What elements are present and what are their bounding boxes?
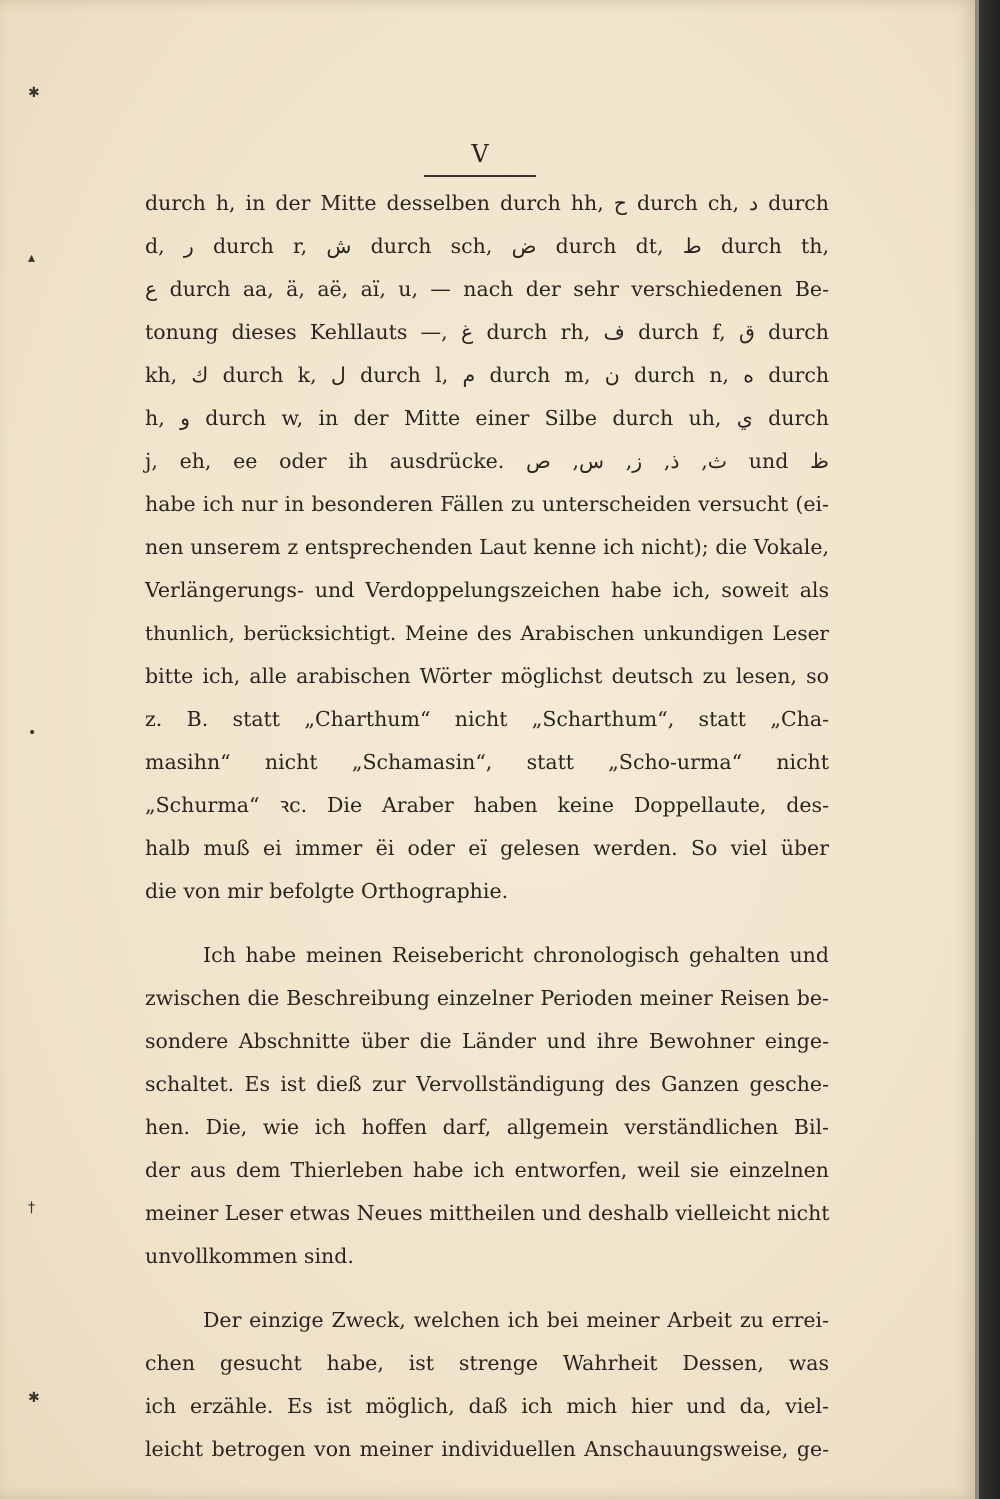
- header-rule: [424, 175, 536, 177]
- page-edge-strip: [975, 0, 979, 1499]
- text-line: zwischen die Beschreibung einzelner Perioden meiner Reisen be-: [145, 986, 829, 1010]
- text-line: bitte ich, alle arabischen Wörter möglichst deutsch zu lesen, so: [145, 664, 829, 688]
- text-line: „Schurma“ ꝛc. Die Araber haben keine Doppellaute, des-: [145, 793, 829, 817]
- text-line: habe ich nur in besonderen Fällen zu unterscheiden versucht (ei-: [145, 492, 829, 516]
- text-line: tonung dieses Kehllauts —, غ durch rh, ف durch f, ق durch: [145, 320, 829, 344]
- margin-mark: ✱: [28, 1390, 40, 1406]
- text-line: z. B. statt „Charthum“ nicht „Scharthum“, statt „Cha-: [145, 707, 829, 731]
- body-text: [145, 182, 829, 1471]
- text-line: hen. Die, wie ich hoffen darf, allgemein verständlichen Bil-: [145, 1115, 829, 1139]
- margin-mark: †: [28, 1200, 35, 1216]
- text-line: die von mir befolgte Orthographie.: [145, 879, 509, 903]
- text-line: thunlich, berücksichtigt. Meine des Arabischen unkundigen Leser: [145, 621, 829, 645]
- text-line: meiner Leser etwas Neues mittheilen und deshalb vielleicht nicht: [145, 1201, 830, 1225]
- page-number: V: [471, 140, 489, 168]
- text-line: nen unserem z entsprechenden Laut kenne ich nicht); die Vokale,: [145, 535, 829, 559]
- text-line: schaltet. Es ist dieß zur Vervollständigung des Ganzen gesche-: [145, 1072, 829, 1096]
- text-line: Verlängerungs- und Verdoppelungszeichen habe ich, soweit als: [145, 578, 829, 602]
- text-line: chen gesucht habe, ist strenge Wahrheit Dessen, was: [145, 1351, 829, 1375]
- text-line: der aus dem Thierleben habe ich entworfen, weil sie einzelnen: [145, 1158, 829, 1182]
- margin-mark: ✱: [28, 85, 40, 101]
- text-line: durch h, in der Mitte desselben durch hh, ح durch ch, د durch: [145, 191, 829, 215]
- text-line: j, eh, ee oder ih ausdrücke. ث, ذ, ز, س, ص und ظ: [145, 449, 829, 473]
- text-line: d, ر durch r, ش durch sch, ض durch dt, ط durch th,: [145, 234, 829, 258]
- text-line: leicht betrogen von meiner individuellen Anschauungsweise, ge-: [145, 1437, 829, 1461]
- text-line: ich erzähle. Es ist möglich, daß ich mich hier und da, viel-: [145, 1394, 829, 1418]
- text-line: Ich habe meinen Reisebericht chronologisch gehalten und: [203, 943, 829, 967]
- text-line: Der einzige Zweck, welchen ich bei meiner Arbeit zu errei-: [203, 1308, 829, 1332]
- margin-mark: ▴: [28, 250, 36, 266]
- text-line: unvollkommen sind.: [145, 1244, 354, 1268]
- text-line: masihn“ nicht „Schamasin“, statt „Scho-urma“ nicht: [145, 750, 829, 774]
- text-line: kh, ك durch k, ل durch l, م durch m, ن durch n, ه durch: [145, 363, 830, 387]
- margin-mark: •: [28, 725, 37, 741]
- text-line: halb muß ei immer ëi oder eï gelesen werden. So viel über: [145, 836, 829, 860]
- text-line: ع durch aa, ä, aë, aï, u, — nach der sehr verschiedenen Be-: [145, 277, 829, 301]
- text-line: sondere Abschnitte über die Länder und ihre Bewohner einge-: [145, 1029, 829, 1053]
- text-line: h, و durch w, in der Mitte einer Silbe durch uh, ي durch: [145, 406, 829, 430]
